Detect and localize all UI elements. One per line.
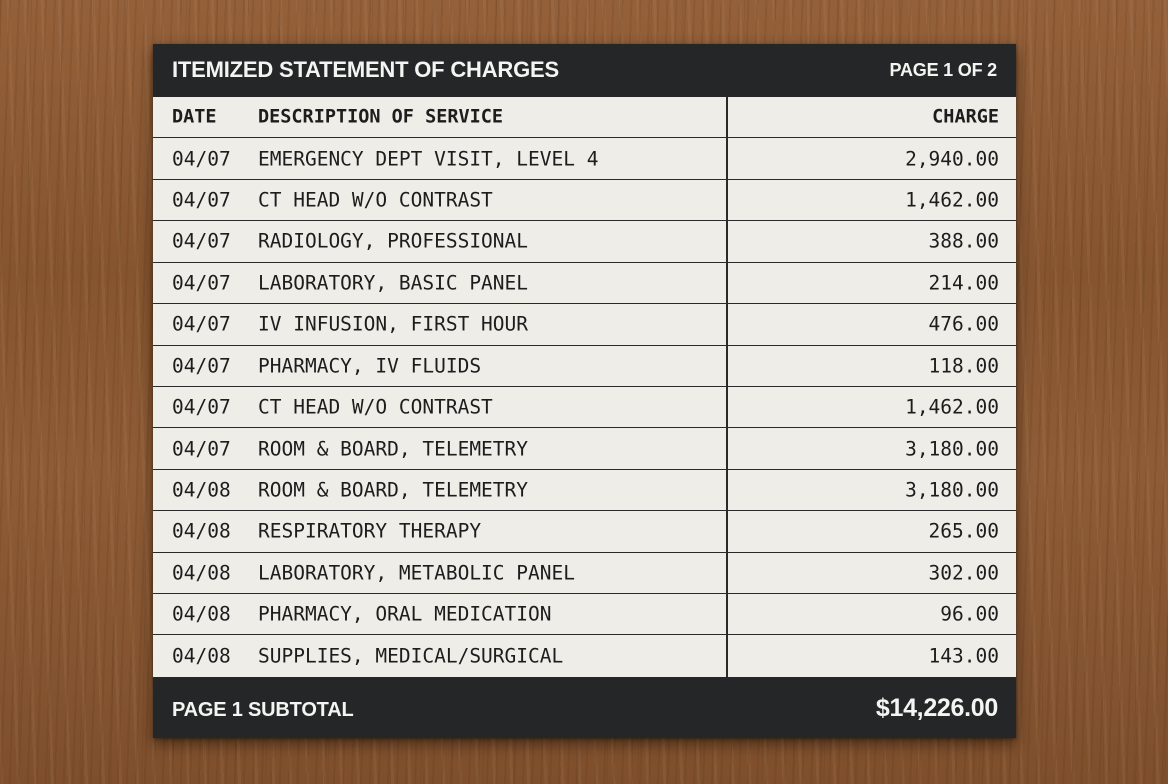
table-row xyxy=(153,511,1016,552)
row-charge: 2,940.00 xyxy=(905,147,999,171)
row-date: 04/07 xyxy=(172,188,231,212)
statement-footer xyxy=(153,677,1016,738)
row-date: 04/07 xyxy=(172,229,231,253)
row-date: 04/08 xyxy=(172,478,231,502)
row-date: 04/07 xyxy=(172,437,231,461)
row-date: 04/08 xyxy=(172,602,231,626)
row-description: CT HEAD W/O CONTRAST xyxy=(258,188,493,212)
row-description: PHARMACY, ORAL MEDICATION xyxy=(258,602,552,626)
row-description: LABORATORY, BASIC PANEL xyxy=(258,271,529,295)
row-date: 04/07 xyxy=(172,147,231,171)
column-header-date: DATE xyxy=(172,106,217,128)
row-charge: 1,462.00 xyxy=(905,395,999,419)
statement-header xyxy=(153,44,1016,97)
table-row xyxy=(153,553,1016,594)
column-divider xyxy=(726,97,728,677)
row-date: 04/08 xyxy=(172,644,231,668)
row-charge: 143.00 xyxy=(928,644,999,668)
statement-sheet xyxy=(153,44,1016,738)
row-description: RESPIRATORY THERAPY xyxy=(258,519,482,543)
row-description: LABORATORY, METABOLIC PANEL xyxy=(258,561,575,585)
row-date: 04/07 xyxy=(172,312,231,336)
row-date: 04/07 xyxy=(172,271,231,295)
row-description: PHARMACY, IV FLUIDS xyxy=(258,354,482,378)
row-charge: 265.00 xyxy=(928,519,999,543)
statement-title: ITEMIZED STATEMENT OF CHARGES xyxy=(172,57,559,82)
row-charge: 118.00 xyxy=(928,354,999,378)
row-date: 04/08 xyxy=(172,519,231,543)
table-row xyxy=(153,428,1016,469)
row-description: SUPPLIES, MEDICAL/SURGICAL xyxy=(258,644,564,668)
table-row xyxy=(153,470,1016,511)
row-charge: 3,180.00 xyxy=(905,437,999,461)
row-charge: 3,180.00 xyxy=(905,478,999,502)
subtotal-amount: $14,226.00 xyxy=(875,694,998,722)
row-charge: 214.00 xyxy=(928,271,999,295)
row-description: IV INFUSION, FIRST HOUR xyxy=(258,312,529,336)
column-header-description: DESCRIPTION OF SERVICE xyxy=(258,106,504,128)
table-row xyxy=(153,180,1016,221)
row-charge: 96.00 xyxy=(940,602,999,626)
row-description: ROOM & BOARD, TELEMETRY xyxy=(258,478,529,502)
row-date: 04/08 xyxy=(172,561,231,585)
table-row xyxy=(153,387,1016,428)
row-charge: 1,462.00 xyxy=(905,188,999,212)
charges-table xyxy=(153,97,1016,677)
row-charge: 302.00 xyxy=(928,561,999,585)
table-row xyxy=(153,635,1016,676)
row-description: RADIOLOGY, PROFESSIONAL xyxy=(258,229,529,253)
row-date: 04/07 xyxy=(172,354,231,378)
table-row xyxy=(153,594,1016,635)
table-row xyxy=(153,138,1016,179)
table-row xyxy=(153,263,1016,304)
row-description: CT HEAD W/O CONTRAST xyxy=(258,395,493,419)
row-charge: 388.00 xyxy=(928,229,999,253)
row-date: 04/07 xyxy=(172,395,231,419)
table-row xyxy=(153,346,1016,387)
subtotal-label: PAGE 1 SUBTOTAL xyxy=(172,699,354,721)
page-indicator: PAGE 1 OF 2 xyxy=(889,60,997,80)
table-header-row xyxy=(153,97,1016,138)
column-header-charge: CHARGE xyxy=(932,106,999,128)
row-description: EMERGENCY DEPT VISIT, LEVEL 4 xyxy=(258,147,599,171)
row-description: ROOM & BOARD, TELEMETRY xyxy=(258,437,529,461)
table-row xyxy=(153,304,1016,345)
row-charge: 476.00 xyxy=(928,312,999,336)
table-row xyxy=(153,221,1016,262)
